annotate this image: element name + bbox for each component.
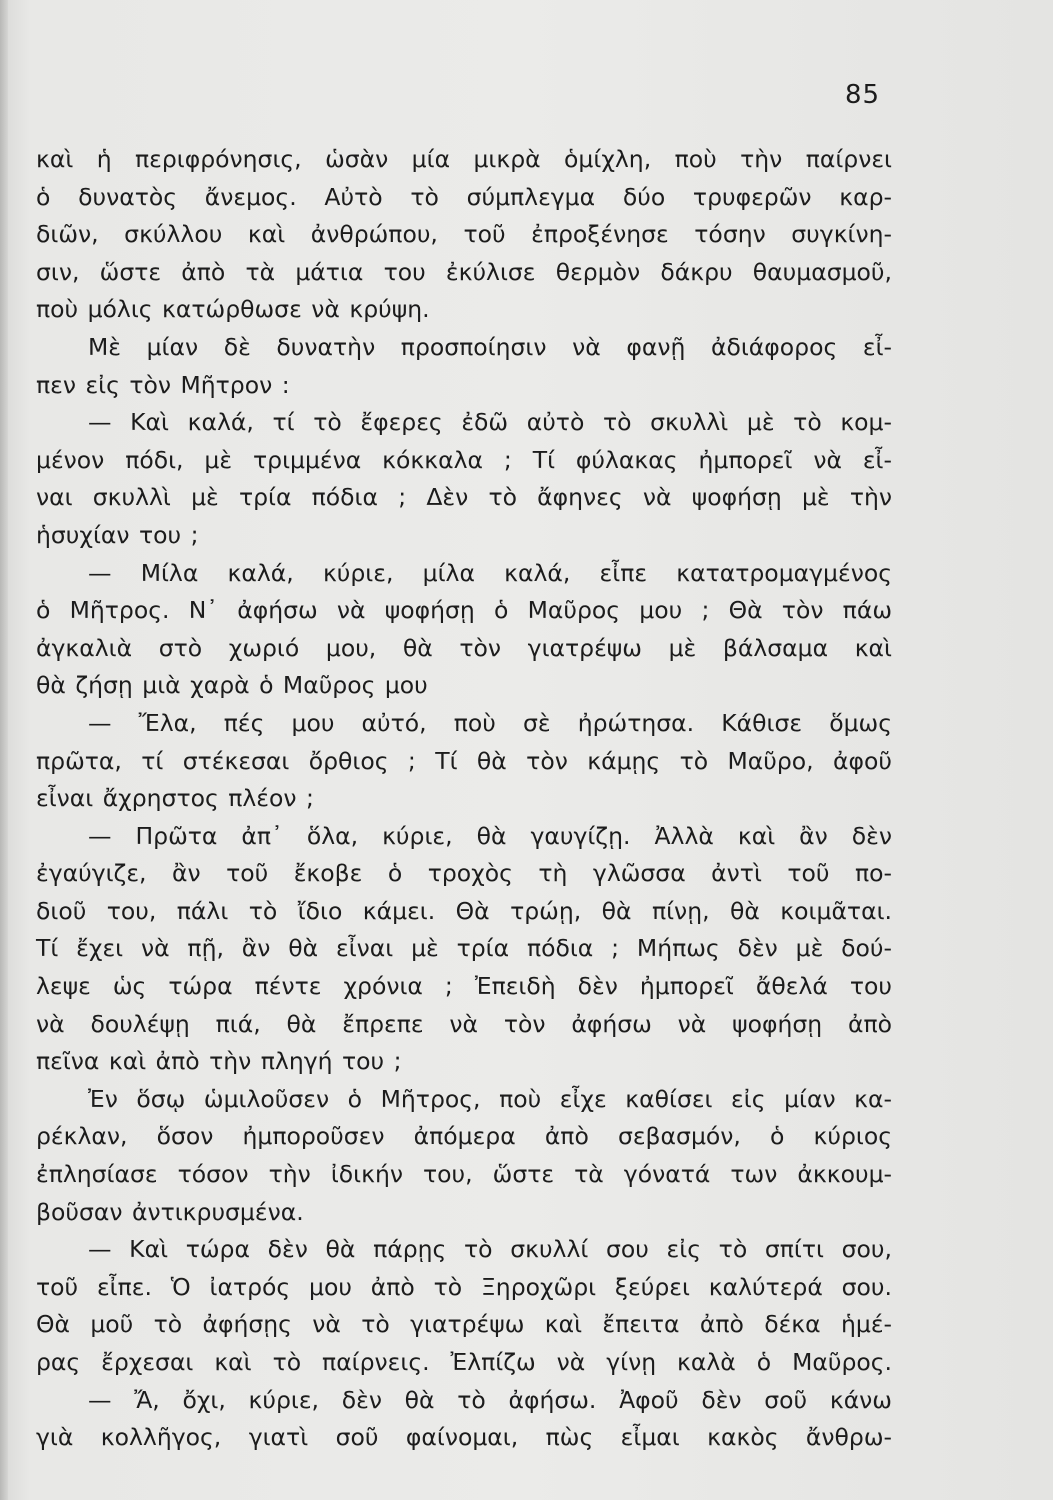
text-line: ἀγκαλιὰ στὸ χωριό μου, θὰ τὸν γιατρέψω μὲ βάλσαμα καὶ [36,633,892,662]
text-line: διῶν, σκύλλου καὶ ἀνθρώπου, τοῦ ἐπροξένησε τόσην συγκίνη- [36,220,892,249]
text-line: νὰ δουλέψῃ πιά, θὰ ἔπρεπε νὰ τὸν ἀφήσω νὰ ψοφήσῃ ἀπὸ [36,1009,892,1038]
text-line: τοῦ εἶπε. Ὁ ἰατρός μου ἀπὸ τὸ Ξηροχῶρι ξεύρει καλύτερά σου. [36,1272,892,1301]
text-line: πεν εἰς τὸν Μῆτρον : [36,370,290,399]
text-line: ποὺ μόλις κατώρθωσε νὰ κρύψη. [36,295,430,324]
text-line: ὁ δυνατὸς ἄνεμος. Αὐτὸ τὸ σύμπλεγμα δύο τρυφερῶν καρ- [36,182,892,211]
text-line: θὰ ζήσῃ μιὰ χαρὰ ὁ Μαῦρος μου [36,671,428,700]
text-line: λεψε ὡς τώρα πέντε χρόνια ; Ἐπειδὴ δὲν ἠμπορεῖ ἄθελά του [36,972,892,1001]
text-line: ὁ Μῆτρος. Ν᾽ ἀφήσω νὰ ψοφήσῃ ὁ Μαῦρος μου ; Θὰ τὸν πάω [36,596,892,625]
text-line: εἶναι ἄχρηστος πλέον ; [36,784,314,813]
text-line: — Καὶ καλά, τί τὸ ἔφερες ἐδῶ αὐτὸ τὸ σκυλλὶ μὲ τὸ κομ- [88,408,892,437]
text-line: Τί ἔχει νὰ πῇ, ἂν θὰ εἶναι μὲ τρία πόδια ; Μήπως δὲν μὲ δού- [36,934,892,963]
text-line: μένον πόδι, μὲ τριμμένα κόκκαλα ; Τί φύλακας ἠμπορεῖ νὰ εἶ- [36,445,892,474]
text-line: Μὲ μίαν δὲ δυνατὴν προσποίησιν νὰ φανῇ ἀδιάφορος εἶ- [88,332,892,361]
page-number: 85 [845,80,881,110]
text-line: διοῦ του, πάλι τὸ ἴδιο κάμει. Θὰ τρώῃ, θὰ πίνῃ, θὰ κοιμᾶται. [36,896,892,925]
text-line: — Ἄ, ὄχι, κύριε, δὲν θὰ τὸ ἀφήσω. Ἀφοῦ δὲν σοῦ κάνω [88,1385,892,1414]
text-line: Θὰ μοῦ τὸ ἀφήσῃς νὰ τὸ γιατρέψω καὶ ἔπειτα ἀπὸ δέκα ἡμέ- [36,1310,892,1339]
text-line: ἐπλησίασε τόσον τὴν ἰδικήν του, ὥστε τὰ γόνατά των ἀκκουμ- [36,1160,892,1189]
binding-edge [0,0,8,1500]
text-line: Ἐν ὅσῳ ὡμιλοῦσεν ὁ Μῆτρος, ποὺ εἶχε καθίσει εἰς μίαν κα- [88,1084,892,1113]
text-line: — Πρῶτα ἀπ᾽ ὅλα, κύριε, θὰ γαυγίζῃ. Ἀλλὰ καὶ ἂν δὲν [88,821,892,850]
text-line: — Ἔλα, πές μου αὐτό, ποὺ σὲ ἠρώτησα. Κάθισε ὅμως [88,708,892,737]
text-line: — Καὶ τώρα δὲν θὰ πάρῃς τὸ σκυλλί σου εἰς τὸ σπίτι σου, [88,1235,892,1264]
text-line: καὶ ἡ περιφρόνησις, ὡσὰν μία μικρὰ ὁμίχλη, ποὺ τὴν παίρνει [36,145,892,173]
text-line: ναι σκυλλὶ μὲ τρία πόδια ; Δὲν τὸ ἄφηνες νὰ ψοφήσῃ μὲ τὴν [36,483,892,512]
text-line: ἐγαύγιζε, ἂν τοῦ ἔκοβε ὁ τροχὸς τὴ γλῶσσα ἀντὶ τοῦ πο- [36,859,892,888]
text-line: γιὰ κολλῆγος, γιατὶ σοῦ φαίνομαι, πὼς εἶμαι κακὸς ἄνθρω- [36,1423,892,1452]
text-line: ρέκλαν, ὅσον ἠμποροῦσεν ἀπόμερα ἀπὸ σεβασμόν, ὁ κύριος [36,1122,892,1151]
text-line: — Μίλα καλά, κύριε, μίλα καλά, εἶπε κατατρομαγμένος [88,558,892,587]
text-line: σιν, ὥστε ἀπὸ τὰ μάτια του ἐκύλισε θερμὸν δάκρυ θαυμασμοῦ, [36,257,892,286]
body-text [36,141,892,1457]
text-line: ἡσυχίαν του ; [36,520,199,549]
text-line: ρας ἔρχεσαι καὶ τὸ παίρνεις. Ἐλπίζω νὰ γίνῃ καλὰ ὁ Μαῦρος. [36,1348,892,1376]
text-line: πεῖνα καὶ ἀπὸ τὴν πληγή του ; [36,1047,402,1076]
text-line: βοῦσαν ἀντικρυσμένα. [36,1197,304,1226]
text-line: πρῶτα, τί στέκεσαι ὄρθιος ; Τί θὰ τὸν κάμῃς τὸ Μαῦρο, ἀφοῦ [36,746,892,775]
